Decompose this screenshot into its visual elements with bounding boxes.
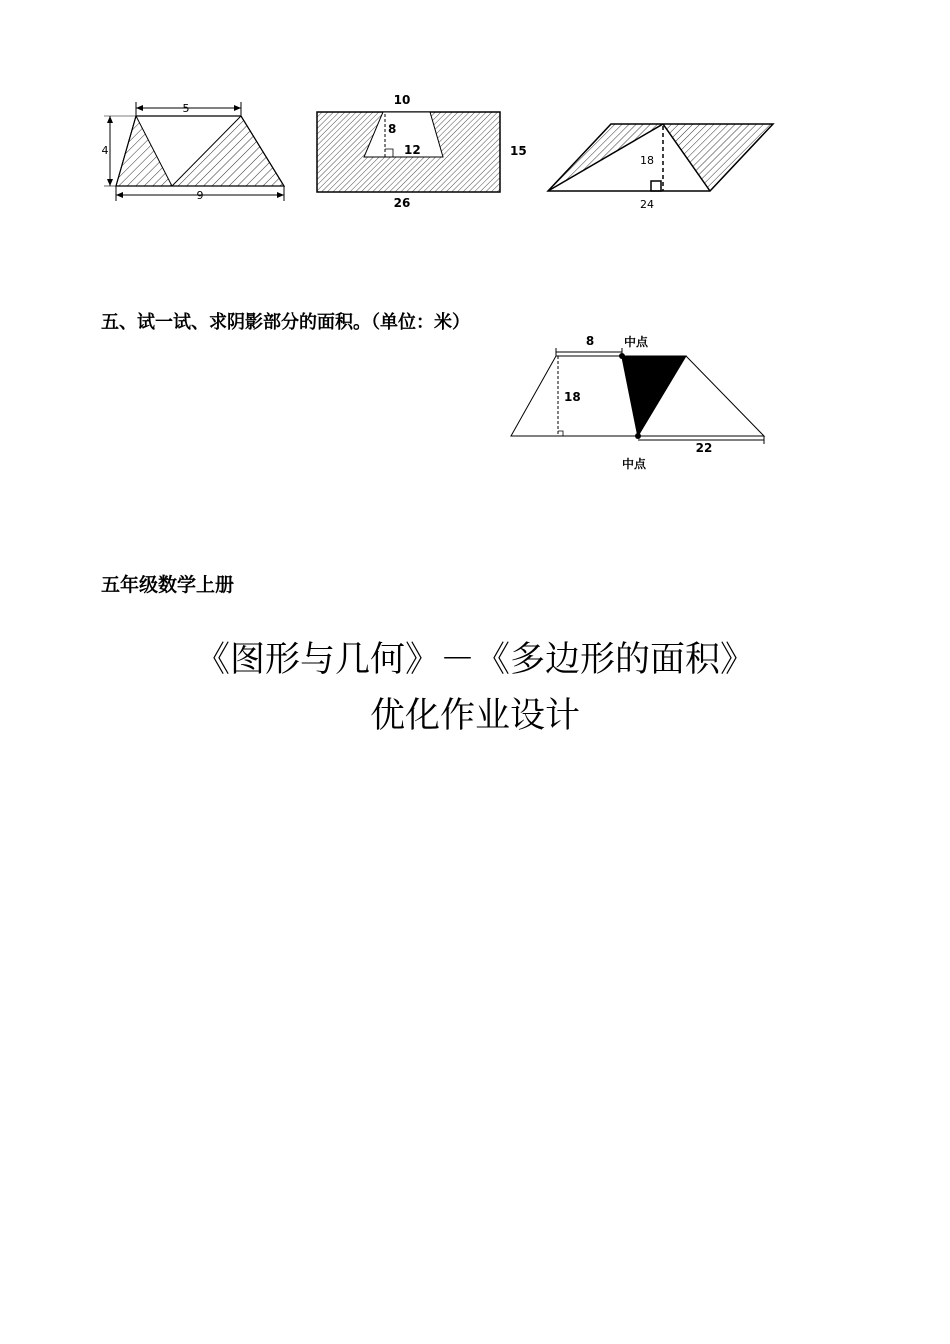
shaded-right — [663, 124, 773, 191]
label-height: 4 — [101, 144, 109, 157]
label-right: 15 — [510, 144, 527, 158]
shaded-triangle — [622, 356, 686, 436]
grade-subtitle: 五年级数学上册 — [101, 574, 235, 596]
figure-parallelogram — [540, 114, 780, 214]
figure-trapezoid-midpoints — [506, 330, 776, 480]
section-5-heading: 五、试一试、求阴影部分的面积。（单位：米） — [101, 312, 470, 333]
label-midpoint-top: 中点 — [624, 335, 649, 349]
label-height: 18 — [640, 154, 654, 167]
label-top-len: 8 — [585, 334, 595, 348]
label-midpoint-bottom: 中点 — [622, 457, 647, 471]
label-base: 9 — [196, 189, 204, 202]
figure-rectangle-cutout — [310, 90, 530, 214]
title-line-2: 优化作业设计 — [369, 696, 580, 736]
shaded-triangle-left — [116, 116, 172, 186]
label-inner-height: 8 — [388, 122, 397, 136]
label-top: 5 — [182, 102, 190, 115]
figure-trapezoid-triangles — [98, 96, 294, 206]
label-top: 10 — [393, 93, 411, 107]
shaded-triangle-right — [172, 116, 284, 186]
label-bottom-len: 22 — [695, 441, 713, 455]
label-inner-base: 12 — [404, 143, 421, 157]
label-height: 18 — [564, 390, 581, 404]
label-base: 24 — [640, 198, 654, 211]
title-line-1: 《图形与几何》－《多边形的面积》 — [194, 640, 755, 680]
label-bottom: 26 — [393, 196, 411, 210]
